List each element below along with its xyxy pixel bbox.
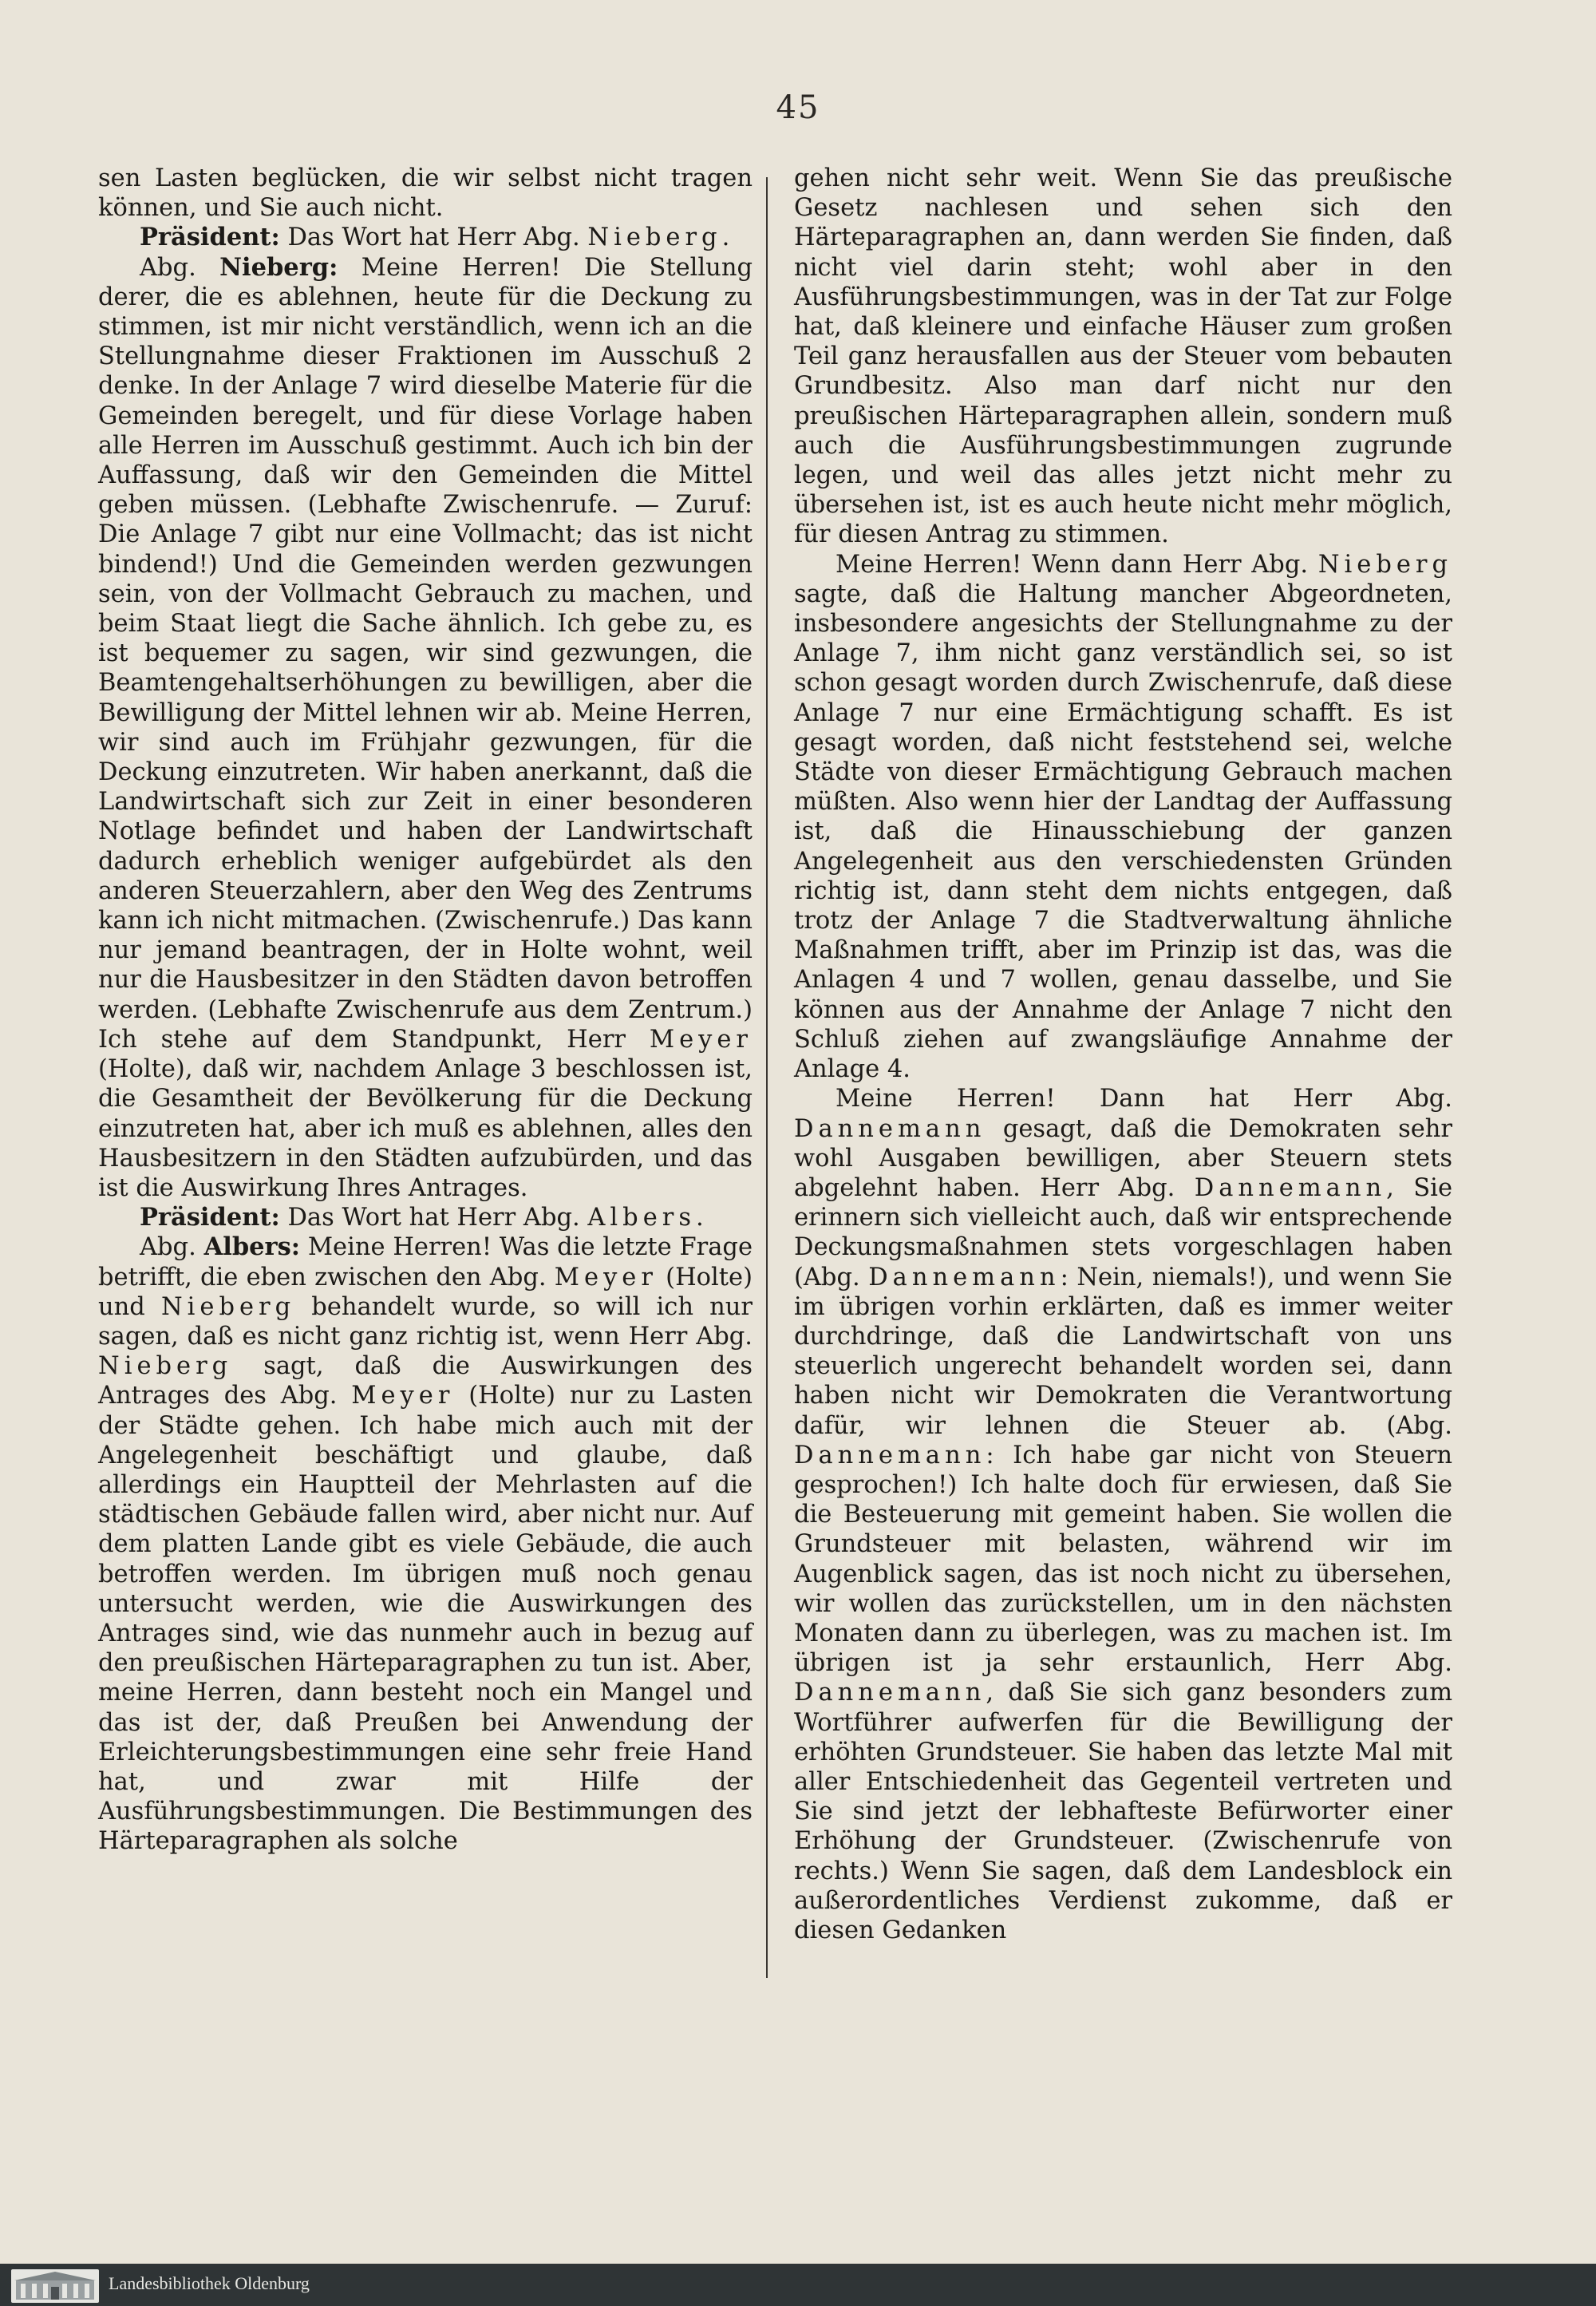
spaced-name: Dannemann [794, 1441, 986, 1469]
spaced-name: Meyer [649, 1025, 753, 1054]
speaker-label: Präsident: [140, 1203, 280, 1232]
spaced-name: Nieberg [1317, 550, 1452, 579]
spaced-name: Nieberg [587, 223, 722, 252]
left-column [98, 164, 753, 1857]
paragraph: gehen nicht sehr weit. Wenn Sie das preußische Gesetz nachlesen und sehen sich den Härteparagraphen an, dann werden Sie finden, daß nicht viel darin steht; wohl aber in den Ausführungsbestimmungen, was in der Tat zur Folge hat, daß kleinere und einfache Häuser zum großen Teil ganz herausfallen aus der Steuer vom bebauten Grundbesitz. Also man darf nicht nur den preußischen Härteparagraphen allein, sondern muß auch die Ausführungsbestimmungen zugrunde legen, und weil das alles jetzt nicht mehr zu übersehen ist, ist es auch heute nicht mehr möglich, für diesen Antrag zu stimmen. [794, 164, 1452, 549]
paragraph: Meine Herren! Dann hat Herr Abg. Dannemann gesagt, daß die Demokraten sehr wohl Ausgaben bewilligen, aber Steuern stets abgelehnt haben. Herr Abg. Dannemann, Sie erinnern sich vielleicht auch, daß wir entsprechende Deckungsmaßnahmen stets vorgeschlagen haben (Abg. Dannemann: Nein, niemals!), und wenn Sie im übrigen vorhin erklärten, daß es immer weiter durchdringe, daß die Landwirtschaft von uns steuerlich ungerecht behandelt worden sei, dann haben nicht wir Demokraten die Verantwortung dafür, wir lehnen die Steuer ab. (Abg. Dannemann: Ich habe gar nicht von Steuern gesprochen!) Ich halte doch für erwiesen, daß Sie die Besteuerung mit gemeint haben. Sie wollen die Grundsteuer mit belasten, während wir im Augenblick sagen, das ist noch nicht zu übersehen, wir wollen das zurückstellen, um in den nächsten Monaten dann zu überlegen, was zu machen ist. Im übrigen ist ja sehr erstaunlich, Herr Abg. Dannemann, daß Sie sich ganz besonders zum Wortführer aufwerfen für die Bewilligung der erhöhten Grundsteuer. Sie haben das letzte Mal mit aller Entschiedenheit das Gegenteil vertreten und Sie sind jetzt der lebhafteste Befürworter einer Erhöhung der Grundsteuer. (Zwischenrufe von rechts.) Wenn Sie sagen, daß dem Landesblock ein außerordentliches Verdienst zukomme, daß er diesen Gedanken [794, 1085, 1452, 1944]
paragraph: Meine Herren! Wenn dann Herr Abg. Nieberg sagte, daß die Haltung mancher Abgeordneten, insbesondere angesichts der Stellungnahme zu der Anlage 7, ihm nicht ganz verständlich sei, so ist schon gesagt worden durch Zwischenrufe, daß diese Anlage 7 nur eine Ermächtigung schafft. Es ist gesagt worden, daß nicht feststehend sei, welche Städte von dieser Ermächtigung Gebrauch machen müßten. Also wenn hier der Landtag der Auffassung ist, daß die Hinausschiebung der ganzen Angelegenheit aus den verschiedensten Gründen richtig ist, dann steht dem nichts entgegen, daß trotz der Anlage 7 die Stadtverwaltung ähnliche Maßnahmen trifft, aber im Prinzip ist das, was die Anlagen 4 und 7 wollen, genau dasselbe, und Sie können aus der Annahme der Anlage 7 nicht den Schluß ziehen auf zwangsläufige Annahme der Anlage 4. [794, 550, 1452, 1084]
column-divider [766, 177, 768, 1978]
speaker-label: Präsident: [140, 223, 280, 252]
library-credit: Landesbibliothek Oldenburg [109, 2273, 310, 2293]
speaker-label: Nieberg: [219, 252, 338, 282]
speaker-label: Albers: [203, 1232, 301, 1262]
page-number: 45 [776, 89, 820, 126]
spaced-name: Dannemann [794, 1114, 986, 1143]
paragraph: Präsident: Das Wort hat Herr Abg. Albers. [140, 1203, 704, 1232]
spaced-name: Albers [587, 1204, 696, 1232]
library-building-icon [11, 2269, 99, 2303]
spaced-name: Dannemann [868, 1263, 1061, 1291]
spaced-name: Nieberg [98, 1352, 233, 1381]
spaced-name: Dannemann [794, 1679, 986, 1707]
right-column [794, 164, 1452, 1945]
paragraph: Abg. Nieberg: Meine Herren! Die Stellung derer, die es ablehnen, heute für die Deckung zu stimmen, ist mir nicht verständlich, wenn ich an die Stellungnahme dieser Fraktionen im Ausschuß 2 denke. In der Anlage 7 wird dieselbe Materie für die Gemeinden beregelt, und für diese Vorlage haben alle Herren im Ausschuß gestimmt. Auch ich bin der Auffassung, daß wir den Gemeinden die Mittel geben müssen. (Lebhafte Zwischenrufe. — Zuruf: Die Anlage 7 gibt nur eine Vollmacht; das ist nicht bindend!) Und die Gemeinden werden gezwungen sein, von der Vollmacht Gebrauch zu machen, und beim Staat liegt die Sache ähnlich. Ich gebe zu, es ist bequemer zu sagen, wir sind gezwungen, die Beamtengehaltserhöhungen zu bewilligen, aber die Bewilligung der Mittel lehnen wir ab. Meine Herren, wir sind auch im Frühjahr gezwungen, für die Deckung einzutreten. Wir haben anerkannt, daß die Landwirtschaft sich zur Zeit in einer besonderen Notlage befindet und haben der Landwirtschaft dadurch erheblich weniger aufgebürdet als den anderen Steuerzahlern, aber den Weg des Zentrums kann ich nicht mitmachen. (Zwischenrufe.) Das kann nur jemand beantragen, der in Holte wohnt, weil nur die Hausbesitzer in den Städten davon betroffen werden. (Lebhafte Zwischenrufe aus dem Zentrum.) Ich stehe auf dem Standpunkt, Herr Meyer (Holte), daß wir, nachdem Anlage 3 beschlossen ist, die Gesamtheit der Bevölkerung für die Deckung einzutreten hat, aber ich muß es ablehnen, alles den Hausbesitzern in den Städten aufzubürden, und das ist die Auswirkung Ihres Antrages. [98, 252, 753, 1202]
spaced-name: Meyer [554, 1263, 658, 1291]
paragraph: sen Lasten beglücken, die wir selbst nicht tragen können, und Sie auch nicht. [98, 164, 753, 223]
spaced-name: Dannemann [1194, 1173, 1387, 1202]
spaced-name: Meyer [351, 1382, 455, 1410]
paragraph: Abg. Albers: Meine Herren! Was die letzte Frage betrifft, die eben zwischen den Abg. Meyer (Holte) und Nieberg behandelt wurde, so will ich nur sagen, daß es nicht ganz richtig ist, wenn Herr Abg. Nieberg sagt, daß die Auswirkungen des Antrages des Abg. Meyer (Holte) nur zu Lasten der Städte gehen. Ich habe mich auch mit der Angelegenheit beschäftigt und glaube, daß allerdings ein Hauptteil der Mehrlasten auf die städtischen Gebäude fallen wird, aber nicht nur. Auf dem platten Lande gibt es viele Gebäude, die auch betroffen werden. Im übrigen muß noch genau untersucht werden, wie die Auswirkungen des Antrages sind, wie das nunmehr auch in bezug auf den preußischen Härteparagraphen zu tun ist. Aber, meine Herren, dann besteht noch ein Mangel und das ist der, daß Preußen bei Anwendung der Erleichterungsbestimmungen eine sehr freie Hand hat, und zwar mit Hilfe der Ausführungsbestimmungen. Die Bestimmungen des Härteparagraphen als solche [98, 1232, 753, 1856]
spaced-name: Nieberg [160, 1292, 296, 1321]
paragraph: Präsident: Das Wort hat Herr Abg. Nieberg. [140, 223, 730, 252]
